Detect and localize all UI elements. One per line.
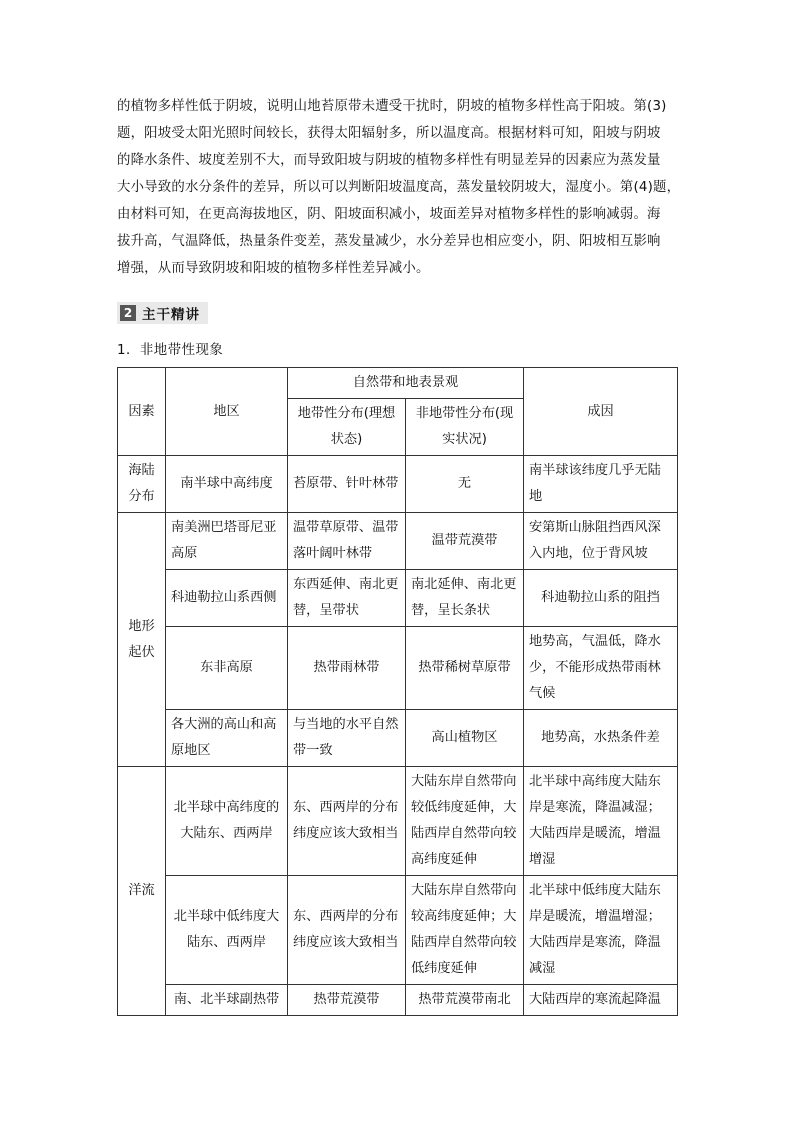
table-row xyxy=(118,985,678,1016)
cell-factor: 地形起伏 xyxy=(118,513,166,767)
cell-region: 北半球中高纬度的大陆东、西两岸 xyxy=(166,767,288,876)
subheading: 1．非地带性现象 xyxy=(117,343,224,358)
header-azonal: 非地带性分布(现实状况) xyxy=(406,399,524,456)
cell-cause: 安第斯山脉阻挡西风深入内地，位于背风坡 xyxy=(524,513,678,570)
table-row xyxy=(118,570,678,627)
paragraph-line: 的降水条件、坡度差别不大，而导致阳坡与阴坡的植物多样性有明显差异的因素应为蒸发量 xyxy=(117,153,661,168)
cell-azonal: 大陆东岸自然带向较低纬度延伸，大陆西岸自然带向较高纬度延伸 xyxy=(406,767,524,876)
cell-factor: 海陆分布 xyxy=(118,456,166,513)
section-title: 主干精讲 xyxy=(142,307,200,323)
cell-azonal: 温带荒漠带 xyxy=(406,513,524,570)
paragraph-line: 的植物多样性低于阴坡，说明山地苔原带未遭受干扰时，阴坡的植物多样性高于阳坡。第(3) xyxy=(117,99,667,114)
cell-region: 南半球中高纬度 xyxy=(166,456,288,513)
table-row xyxy=(118,456,678,513)
cell-region: 东非高原 xyxy=(166,627,288,710)
cell-azonal: 热带稀树草原带 xyxy=(406,627,524,710)
table-header-row xyxy=(118,368,678,399)
paragraph-line: 大小导致的水分条件的差异，所以可以判断阳坡温度高，蒸发量较阴坡大，湿度小。第(4)题， xyxy=(117,180,681,195)
header-landscape-group: 自然带和地表景观 xyxy=(288,368,524,399)
cell-zonal: 东、西两岸的分布纬度应该大致相当 xyxy=(288,767,406,876)
cell-cause: 南半球该纬度几乎无陆地 xyxy=(524,456,678,513)
cell-cause: 北半球中低纬度大陆东岸是暖流，增温增湿；大陆西岸是寒流，降温减湿 xyxy=(524,876,678,985)
cell-cause: 大陆西岸的寒流起降温 xyxy=(524,985,678,1016)
paragraph-line: 题，阳坡受太阳光照时间较长，获得太阳辐射多，所以温度高。根据材料可知，阳坡与阴坡 xyxy=(117,126,661,141)
cell-factor: 洋流 xyxy=(118,767,166,1016)
cell-cause: 科迪勒拉山系的阻挡 xyxy=(524,570,678,627)
cell-azonal: 热带荒漠带南北 xyxy=(406,985,524,1016)
cell-zonal: 东西延伸、南北更替，呈带状 xyxy=(288,570,406,627)
table-row xyxy=(118,513,678,570)
cell-azonal: 南北延伸、南北更替，呈长条状 xyxy=(406,570,524,627)
cell-cause: 地势高，气温低，降水少，不能形成热带雨林气候 xyxy=(524,627,678,710)
cell-region: 科迪勒拉山系西侧 xyxy=(166,570,288,627)
cell-zonal: 苔原带、针叶林带 xyxy=(288,456,406,513)
cell-azonal: 无 xyxy=(406,456,524,513)
cell-region: 各大洲的高山和高原地区 xyxy=(166,710,288,767)
cell-zonal: 热带雨林带 xyxy=(288,627,406,710)
cell-zonal: 热带荒漠带 xyxy=(288,985,406,1016)
header-zonal: 地带性分布(理想状态) xyxy=(288,399,406,456)
cell-region: 南美洲巴塔哥尼亚高原 xyxy=(166,513,288,570)
header-cause: 成因 xyxy=(524,368,678,456)
azonal-phenomena-table xyxy=(117,367,678,1016)
cell-region: 北半球中低纬度大陆东、西两岸 xyxy=(166,876,288,985)
cell-azonal: 高山植物区 xyxy=(406,710,524,767)
paragraph-line: 拔升高，气温降低，热量条件变差，蒸发量减少，水分差异也相应变小，阴、阳坡相互影响 xyxy=(117,234,661,249)
table-row xyxy=(118,710,678,767)
answer-explanation-paragraph xyxy=(117,93,681,282)
cell-zonal: 与当地的水平自然带一致 xyxy=(288,710,406,767)
table-row xyxy=(118,876,678,985)
section-heading xyxy=(117,302,208,324)
cell-azonal: 大陆东岸自然带向较高纬度延伸；大陆西岸自然带向较低纬度延伸 xyxy=(406,876,524,985)
cell-zonal: 温带草原带、温带落叶阔叶林带 xyxy=(288,513,406,570)
cell-region: 南、北半球副热带 xyxy=(166,985,288,1016)
header-region: 地区 xyxy=(166,368,288,456)
cell-cause: 地势高，水热条件差 xyxy=(524,710,678,767)
header-factor: 因素 xyxy=(118,368,166,456)
table-row xyxy=(118,767,678,876)
cell-zonal: 东、西两岸的分布纬度应该大致相当 xyxy=(288,876,406,985)
cell-cause: 北半球中高纬度大陆东岸是寒流，降温减湿；大陆西岸是暖流，增温增湿 xyxy=(524,767,678,876)
paragraph-line: 增强，从而导致阴坡和阳坡的植物多样性差异减小。 xyxy=(117,261,430,276)
section-number-badge: 2 xyxy=(120,305,136,321)
paragraph-line: 由材料可知，在更高海拔地区，阴、阳坡面积减小，坡面差异对植物多样性的影响减弱。海 xyxy=(117,207,661,222)
table-row xyxy=(118,627,678,710)
